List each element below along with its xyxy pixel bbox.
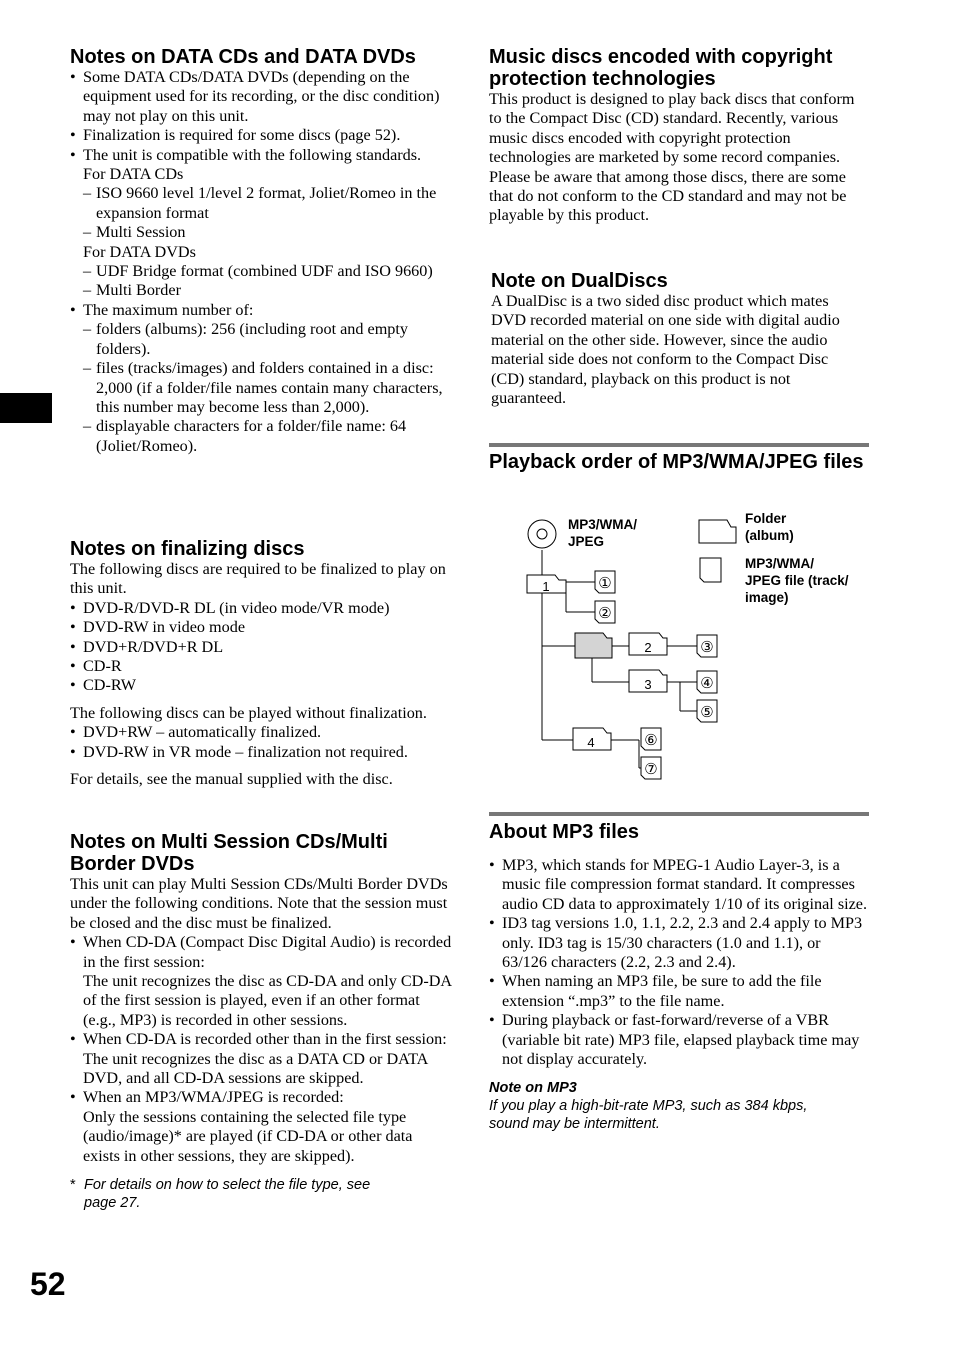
list-item: • Finalization is required for some discs (page 52). (70, 126, 452, 145)
section-data-cds (70, 46, 452, 456)
page-number: 52 (30, 1266, 66, 1302)
disc-label-line-1: MP3/WMA/ (568, 517, 637, 532)
section-playback-order (489, 451, 869, 473)
footnote-text: For details on how to select the file type, see page 27. (84, 1177, 371, 1212)
legend-folder-label-1: Folder (745, 511, 787, 526)
list-item: – Multi Border (70, 281, 452, 300)
copyright-body: This product is designed to play back discs that conform to the Compact Disc (CD) standard. Recently, various music discs encoded with copyright protection technologies are marketed by some record companies. Please be aware that among those discs, there are some that do not conform to the CD standard and may not be playable by this product. (489, 90, 855, 225)
finalizing-details: For details, see the manual supplied with the disc. (70, 770, 393, 789)
file-number: ③ (700, 639, 714, 656)
list-item: • DVD-RW in video mode (70, 618, 452, 637)
list-item-detail: Only the sessions containing the selected file type (audio/image)* are played (if CD-DA or other data exists in other sessions, they are skipped). (83, 1107, 413, 1165)
note-mp3-title: Note on MP3 (489, 1080, 577, 1097)
list-item: • DVD+R/DVD+R DL (70, 638, 452, 657)
section-tab-marker (0, 393, 52, 423)
legend-folder-icon (699, 520, 736, 543)
heading-playback-order: Playback order of MP3/WMA/JPEG files (489, 451, 864, 473)
playback-order-diagram (489, 508, 869, 788)
list-item: • When naming an MP3 file, be sure to add the file extension “.mp3” to the file name. (489, 972, 869, 1011)
multi-list (70, 933, 452, 1166)
list-item: – files (tracks/images) and folders contained in a disc: 2,000 (if a folder/file names contain many characters, this number may become less than 2,000). (70, 359, 452, 417)
folder-number: 2 (644, 640, 652, 655)
list-item-detail: The unit recognizes the disc as a DATA CD or DATA DVD, and all CD-DA sessions are skipped. (83, 1049, 428, 1088)
finalizing-list (70, 599, 452, 696)
heading-data-cds: Notes on DATA CDs and DATA DVDs (70, 46, 416, 68)
list-item: – UDF Bridge format (combined UDF and ISO 9660) (70, 262, 452, 281)
file-number: ④ (700, 675, 714, 692)
heading-finalizing: Notes on finalizing discs (70, 538, 305, 560)
file-number: ① (598, 575, 612, 592)
heading-copyright: Music discs encoded with copyright protection technologies (489, 46, 833, 90)
legend-file-label-1: MP3/WMA/ (745, 556, 814, 571)
list-item-detail: The unit recognizes the disc as CD-DA and only CD-DA of the first session is played, even if an other format (e.g., MP3) is recorded in other sessions. (83, 972, 452, 1029)
section-multi-session (70, 831, 452, 1212)
finalizing-intro-2: The following discs can be played without finalization. (70, 703, 427, 722)
disc-icon (528, 520, 556, 548)
list-item: – ISO 9660 level 1/level 2 format, Joliet/Romeo in the expansion format (70, 184, 452, 223)
list-item: • The unit is compatible with the following standards. (70, 146, 452, 165)
file-number: ⑦ (644, 761, 658, 778)
file-number: ⑥ (644, 732, 658, 749)
data-cds-list (70, 68, 452, 456)
list-item: • Some DATA CDs/DATA DVDs (depending on the equipment used for its recording, or the disc condition) may not play on this unit. (70, 68, 452, 126)
footnote (70, 1176, 452, 1212)
mp3-list (489, 856, 869, 1069)
legend-file-label-2: JPEG file (track/ (745, 573, 849, 588)
folder-number: 1 (542, 579, 550, 594)
list-item: • ID3 tag versions 1.0, 1.1, 2.2, 2.3 and 2.4 apply to MP3 only. ID3 tag is 15/30 characters (1.0 and 1.1), or 63/126 characters (2.2, 2.3 and 2.4). (489, 914, 869, 972)
multi-intro: This unit can play Multi Session CDs/Multi Border DVDs under the following conditions. Note that the session must be closed and the disc must be finalized. (70, 875, 448, 932)
footnote-mark: * (70, 1177, 76, 1194)
disc-label-line-2: JPEG (568, 534, 605, 549)
section-dualdisc (491, 270, 861, 408)
list-item: – displayable characters for a folder/file name: 64 (Joliet/Romeo). (70, 417, 452, 456)
list-item: • When CD-DA is recorded other than in the first session: (70, 1030, 452, 1049)
dualdisc-body: A DualDisc is a two sided disc product which mates DVD recorded material on one side with digital audio material on the other side. However, since the audio material side does not conform to the Compact Disc (CD) standard, playback on this product is not guaranteed. (491, 292, 840, 408)
file-number: ⑤ (700, 704, 714, 721)
legend-file-icon (700, 558, 721, 582)
list-item: • CD-R (70, 657, 452, 676)
section-rule (489, 812, 869, 816)
list-item: • CD-RW (70, 676, 452, 695)
list-item: • When CD-DA (Compact Disc Digital Audio) is recorded in the first session: (70, 933, 452, 972)
note-mp3-body: If you play a high-bit-rate MP3, such as 384 kbps, sound may be intermittent. (489, 1098, 808, 1133)
folder-number: 4 (587, 735, 595, 750)
file-number: ② (598, 605, 612, 622)
list-item: • The maximum number of: (70, 301, 452, 320)
heading-multi-session: Notes on Multi Session CDs/Multi Border DVDs (70, 831, 388, 875)
section-finalizing (70, 538, 452, 789)
sub-heading-data-dvds: For DATA DVDs (83, 242, 196, 261)
list-item: • During playback or fast-forward/reverse of a VBR (variable bit rate) MP3 file, elapsed playback time may not display accurately. (489, 1011, 869, 1069)
list-item: • DVD-R/DVD-R DL (in video mode/VR mode) (70, 599, 452, 618)
finalizing-list-2 (70, 723, 452, 762)
list-item: – folders (albums): 256 (including root and empty folders). (70, 320, 452, 359)
section-rule (489, 443, 869, 447)
section-copyright (489, 46, 869, 226)
heading-dualdisc: Note on DualDiscs (491, 270, 668, 292)
folder-number: 3 (644, 677, 652, 692)
legend-file-label-3: image) (745, 590, 789, 605)
folder-icon (575, 633, 612, 658)
list-item: • DVD-RW in VR mode – finalization not required. (70, 743, 452, 762)
list-item: • MP3, which stands for MPEG-1 Audio Layer-3, is a music file compression format standard. It compresses audio CD data to approximately 1/10 of its original size. (489, 856, 869, 914)
list-item: • DVD+RW – automatically finalized. (70, 723, 452, 742)
finalizing-intro: The following discs are required to be finalized to play on this unit. (70, 560, 446, 598)
sub-heading-data-cds: For DATA CDs (83, 165, 184, 184)
list-item: • When an MP3/WMA/JPEG is recorded: (70, 1088, 452, 1107)
section-about-mp3 (489, 821, 869, 1133)
list-item: – Multi Session (70, 223, 452, 242)
legend-folder-label-2: (album) (745, 528, 794, 543)
heading-about-mp3: About MP3 files (489, 821, 640, 843)
